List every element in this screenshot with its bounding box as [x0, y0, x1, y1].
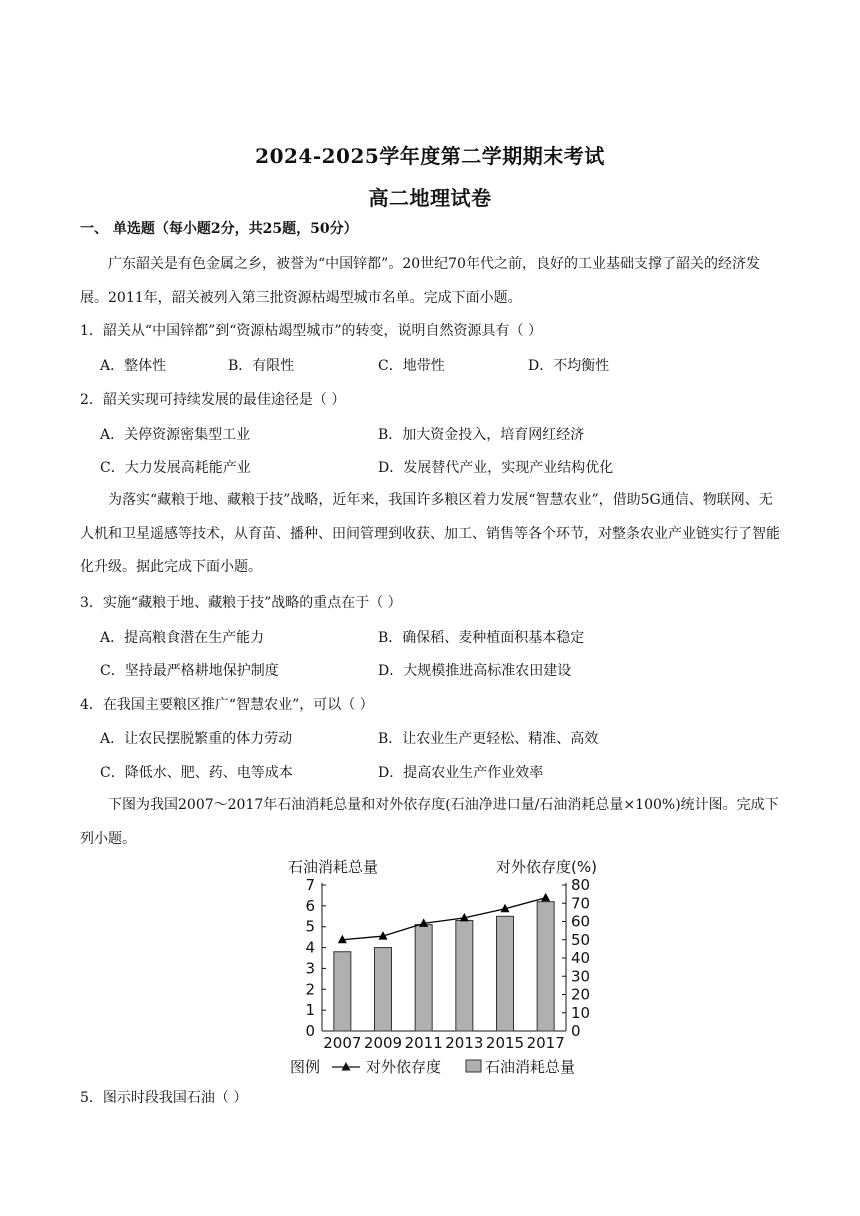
left-tick-label: 3 [305, 959, 315, 978]
right-tick-label: 10 [571, 1003, 591, 1022]
consumption-bar [537, 902, 554, 1031]
section-heading: 一、 单选题（每小题2分，共25题，50分） [80, 221, 358, 237]
consumption-bar [375, 948, 392, 1031]
q4-option-c: C．降低水、肥、药、电等成本 [100, 765, 293, 781]
x-tick-label: 2015 [485, 1034, 525, 1052]
legend-line-triangle [342, 1062, 351, 1071]
dependency-line [342, 898, 545, 940]
right-tick-label: 80 [571, 876, 591, 894]
legend-title: 图例 [290, 1058, 321, 1076]
passage-3: 下图为我国2007～2017年石油消耗总量和对外依存度(石油净进口量/石油消耗总量×100%)统计图。完成下列小题。 [80, 797, 779, 847]
left-tick-label: 7 [305, 876, 315, 894]
question-4: 4．在我国主要粮区推广“智慧农业”，可以（ ） [80, 697, 374, 713]
question-1: 1．韶关从“中国锌都”到“资源枯竭型城市”的转变，说明自然资源具有（ ） [80, 323, 542, 339]
left-axis-title: 石油消耗总量 [288, 858, 379, 876]
q3-option-d: D．大规模推进高标准农田建设 [378, 663, 572, 679]
right-tick-label: 60 [571, 912, 591, 931]
x-tick-label: 2017 [526, 1034, 565, 1052]
right-tick-label: 0 [571, 1022, 581, 1040]
left-tick-label: 4 [305, 938, 315, 957]
q1-option-a: A．整体性 [100, 358, 167, 374]
left-tick-label: 6 [305, 896, 315, 915]
right-tick-label: 30 [571, 967, 591, 986]
question-5: 5．图示时段我国石油（ ） [80, 1090, 248, 1106]
right-tick-label: 20 [571, 985, 591, 1004]
x-tick-label: 2007 [323, 1034, 362, 1052]
q3-option-c: C．坚持最严格耕地保护制度 [100, 663, 279, 679]
left-tick-label: 0 [305, 1022, 315, 1040]
exam-subtitle: 高二地理试卷 [368, 186, 492, 210]
q3-option-b: B．确保稻、麦种植面积基本稳定 [378, 630, 585, 646]
legend-bar-label: 石油消耗总量 [485, 1058, 576, 1076]
passage-1: 广东韶关是有色金属之乡，被誉为“中国锌都”。20世纪70年代之前，良好的工业基础支撑了韶关的经济发展。2011年，韶关被列入第三批资源枯竭型城市名单。完成下面小题。 [80, 256, 760, 306]
q2-option-d: D．发展替代产业，实现产业结构优化 [378, 460, 614, 476]
left-tick-label: 2 [305, 980, 315, 999]
q2-option-a: A．关停资源密集型工业 [100, 427, 251, 443]
x-tick-label: 2009 [363, 1034, 403, 1052]
legend-line-label: 对外依存度 [366, 1058, 442, 1076]
legend-bar-swatch [466, 1060, 481, 1072]
left-tick-label: 1 [305, 1001, 315, 1020]
x-tick-label: 2011 [404, 1034, 443, 1052]
dependency-point [541, 893, 550, 902]
consumption-bar [334, 952, 351, 1031]
left-tick-label: 5 [305, 917, 315, 936]
x-tick-label: 2013 [445, 1034, 484, 1052]
consumption-bar [456, 920, 473, 1031]
right-tick-label: 70 [571, 894, 591, 913]
question-3: 3．实施“藏粮于地、藏粮于技”战略的重点在于（ ） [80, 595, 402, 611]
exam-title: 2024-2025学年度第二学期期末考试 [255, 144, 605, 168]
q1-option-c: C．地带性 [378, 358, 445, 374]
q4-option-d: D．提高农业生产作业效率 [378, 765, 544, 781]
q4-option-a: A．让农民摆脱繁重的体力劳动 [100, 731, 293, 747]
question-2: 2．韶关实现可持续发展的最佳途径是（ ） [80, 392, 346, 408]
q4-option-b: B．让农业生产更轻松、精准、高效 [378, 731, 599, 747]
right-tick-label: 40 [571, 949, 591, 967]
passage-2: 为落实“藏粮于地、藏粮于技”战略，近年来，我国许多粮区着力发展“智慧农业”，借助5G通信、物联网、无人机和卫星遥感等技术，从育苗、播种、田间管理到收获、加工、销售等各个环节，对整条农业产业链实行了智能化升级。据此完成下面小题。 [80, 492, 780, 575]
q1-option-b: B．有限性 [228, 358, 295, 374]
q2-option-c: C．大力发展高耗能产业 [100, 460, 251, 476]
consumption-bar [497, 916, 514, 1031]
consumption-bar [415, 925, 432, 1031]
right-axis-title: 对外依存度(%) [496, 858, 597, 876]
q2-option-b: B．加大资金投入，培育网红经济 [378, 427, 585, 443]
oil-chart [280, 850, 600, 1082]
q3-option-a: A．提高粮食潜在生产能力 [100, 630, 265, 646]
chart-plot [288, 858, 597, 1076]
q1-option-d: D．不均衡性 [528, 358, 610, 374]
right-tick-label: 50 [571, 930, 591, 949]
